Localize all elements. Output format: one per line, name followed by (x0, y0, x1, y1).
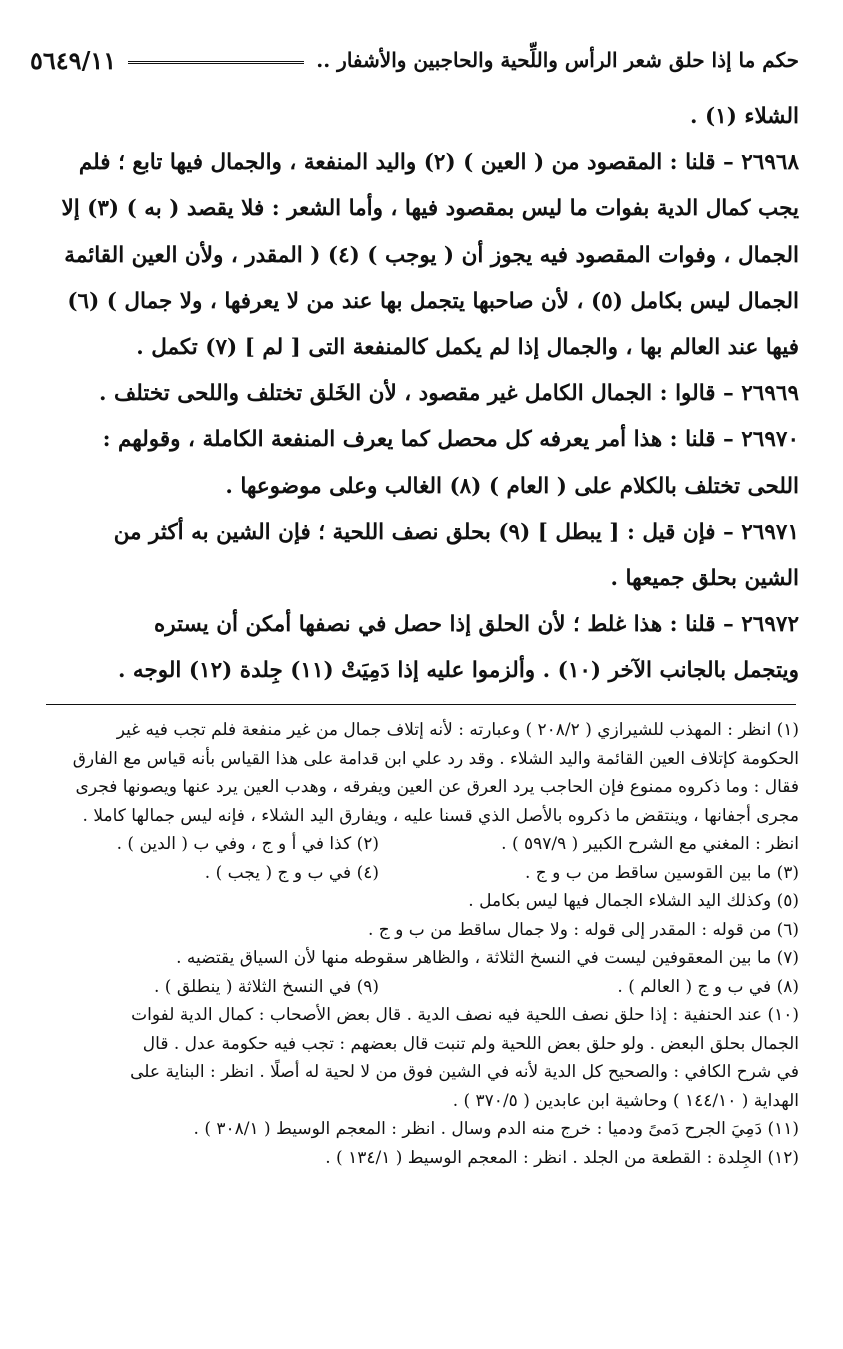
footnote-line: (٥) وكذلك اليد الشلاء الجمال فيها ليس بكامل . (468, 891, 799, 911)
footnote-line: (١١) دَمِيَ الجرح دَمىً ودميا : خرج منه الدم وسال . انظر : المعجم الوسيط ( ٣٠٨/١ ) . (193, 1119, 799, 1139)
text-line: اللحى تختلف بالكلام على ( العام ) (٨) الغالب وعلى موضوعها . (225, 473, 799, 499)
page-header (30, 42, 799, 78)
text-line: ٢٦٩٦٩ – قالوا : الجمال الكامل غير مقصود ، لأن الخَلق تختلف واللحى تختلف . (99, 381, 799, 407)
footnote-pair (30, 973, 799, 1002)
footnote-pair (30, 859, 799, 888)
running-title: حكم ما إذا حلق شعر الرأس واللِّحية والحاجبين والأشفار .. (316, 48, 799, 72)
footnote-pair (30, 830, 799, 859)
footnote-line: فقال : وما ذكروه ممنوع فإن الحاجب يرد العرق عن العين ويفرقه ، وهدب العين يرد عنها ويصونها فجرى (75, 777, 799, 797)
footnote-line: (٦) من قوله : المقدر إلى قوله : ولا جمال ساقط من ب و ج . (367, 919, 799, 940)
footnote-line: (٩) في النسخ الثلاثة ( ينطلق ) . (153, 976, 379, 997)
footnote-line: الجمال بحلق البعض . ولو حلق بعض اللحية ولم تنبت قال بعضهم : تجب فيه حكومة عدل . قال (142, 1033, 799, 1054)
text-line: الشين بحلق جميعها . (610, 565, 799, 591)
footnote-line: الهداية ( ١٤٤/١٠ ) وحاشية ابن عابدين ( ٣٧٠/٥ ) . (452, 1090, 799, 1111)
footnote-line: (٢) كذا في أ و ج ، وفي ب ( الدين ) . (116, 834, 379, 854)
header-rule (128, 61, 304, 64)
footnote-line: مجرى أجفانها ، وينتقض ما ذكروه بالأصل الذي قسنا عليه ، ويفارق اليد الشلاء ، فإنه ليس جمالها كاملا . (82, 805, 799, 826)
page-number: ٥٦٤٩/١١ (30, 45, 117, 75)
text-line: يجب كمال الدية بفوات ما ليس بمقصود فيها ، وأما الشعر : فلا يقصد ( به ) (٣) إلا (61, 196, 799, 222)
footnote-line: في شرح الكافي : والصحيح كل الدية لأنه في الشين فوق من لا لحية له أصلًا . انظر : البناية على (130, 1062, 799, 1082)
footnote-line: (٨) في ب و ج ( العالم ) . (617, 976, 799, 997)
footnote-line: انظر : المغني مع الشرح الكبير ( ٥٩٧/٩ ) . (501, 834, 799, 854)
footnote-line: (١٢) الجِلدة : القطعة من الجلد . انظر : المعجم الوسيط ( ١٣٤/١ ) . (325, 1147, 799, 1168)
text-line: ٢٦٩٧٠ – قلنا : هذا أمر يعرفه كل محصل كما يعرف المنفعة الكاملة ، وقولهم : (102, 427, 799, 453)
main-text (30, 94, 799, 694)
text-line: الجمال ليس بكامل (٥) ، لأن صاحبها يتجمل بها عند من لا يعرفها ، ولا جمال ) (٦) (67, 288, 799, 314)
text-line: ٢٦٩٧٢ – قلنا : هذا غلط ؛ لأن الحلق إذا حصل في نصفها أمكن أن يستره (153, 612, 799, 638)
text-line: ويتجمل بالجانب الآخر (١٠) . وألزموا عليه إذا دَمِيَتْ (١١) جِلدة (١٢) الوجه . (117, 658, 799, 684)
footnote-line: (١٠) عند الحنفية : إذا حلق نصف اللحية فيه نصف الدية . قال بعض الأصحاب : كمال الدية لفوات (131, 1005, 799, 1025)
footnote-line: الحكومة كإتلاف العين القائمة واليد الشلاء . وقد رد علي ابن قدامة على هذا القياس بأنه قياس مع الفارق (72, 748, 799, 769)
footnote-line: (٤) في ب و ج ( يجب ) . (204, 862, 379, 883)
footnotes (30, 716, 799, 1172)
text-line: الشلاء (١) . (689, 104, 799, 129)
footnote-separator (46, 704, 796, 705)
footnote-line: (١) انظر : المهذب للشيرازي ( ٢٠٨/٢ ) وعبارته : لأنه إتلاف جمال من غير منفعة فلم تجب فيه غير (116, 720, 799, 740)
footnote-line: (٧) ما بين المعقوفين ليست في النسخ الثلاثة ، والظاهر سقوطه منها لأن السياق يقتضيه . (176, 948, 799, 968)
text-line: ٢٦٩٧١ – فإن قيل : [ يبطل ] (٩) بحلق نصف اللحية ؛ فإن الشين به أكثر من (113, 519, 799, 545)
text-line: الجمال ، وفوات المقصود فيه يجوز أن ( يوجب ) (٤) ( المقدر ، ولأن العين القائمة (64, 242, 799, 268)
text-line: فيها عند العالم بها ، والجمال إذا لم يكمل كالمنفعة التى [ لم ] (٧) تكمل . (136, 334, 799, 360)
text-line: ٢٦٩٦٨ – قلنا : المقصود من ( العين ) (٢) واليد المنفعة ، والجمال فيها تابع ؛ فلم (78, 150, 799, 176)
footnote-line: (٣) ما بين القوسين ساقط من ب و ج . (524, 862, 799, 883)
